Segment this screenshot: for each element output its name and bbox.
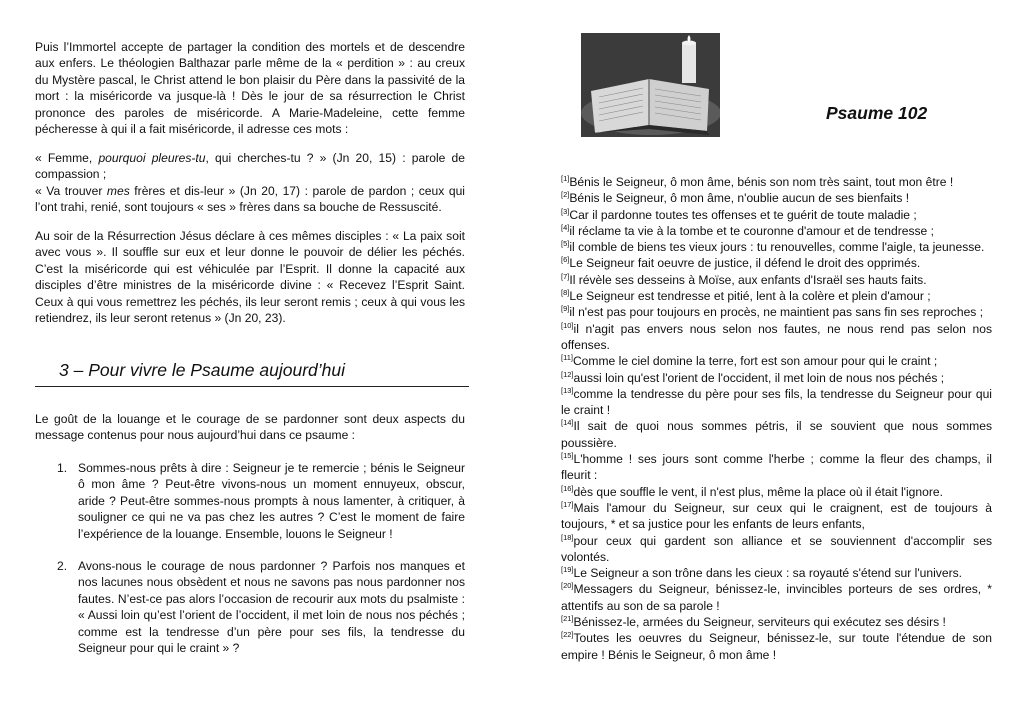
- verse-number: [9]: [561, 304, 570, 314]
- psalm-verse: [561, 418, 992, 451]
- psalm-verse: [561, 370, 992, 386]
- verse-text: Toutes les oeuvres du Seigneur, bénissez-le, sur toute l'étendue de son empire ! Bénis le Seigneur, ô mon âme !: [561, 631, 992, 662]
- verse-number: [1]: [561, 174, 570, 183]
- verse-text: il réclame ta vie à la tombe et te couronne d'amour et de tendresse ;: [569, 223, 934, 238]
- psalm-verse: [561, 321, 992, 354]
- paragraph-resurrection: Puis l’Immortel accepte de partager la condition des mortels et de descendre aux enfers. Le théologien Balthazar parle même de la « perdition » : au creux du Mystère pascal, le Christ attend le bon plaisir du Père dans la passivité de la mort : la miséricorde va jusque-là ! Dès le jour de sa résurrection le Christ prononce des paroles de miséricorde. A Marie-Madeleine, cette femme pécheresse à qui il a fait miséricorde, il adresse ces mots :: [35, 40, 465, 137]
- psalm-verse: [561, 533, 992, 566]
- verse-text: dès que souffle le vent, il n'est plus, même la place où il était l'ignore.: [573, 484, 943, 499]
- intro-paragraph: Le goût de la louange et le courage de se pardonner sont deux aspects du message contenus pour nous aujourd’hui dans ce psaume :: [35, 412, 465, 443]
- psalm-title: Psaume 102: [826, 103, 928, 123]
- verse-text: Le Seigneur a son trône dans les cieux : sa royauté s'étend sur l'univers.: [573, 566, 962, 581]
- open-bible-candle-icon: [581, 33, 720, 137]
- verse-number: [19]: [561, 565, 574, 575]
- verse-number: [13]: [561, 385, 574, 395]
- psalm-verse: [561, 288, 992, 304]
- verse-number: [3]: [561, 206, 570, 216]
- list-text: Sommes-nous prêts à dire : Seigneur je te remercie ; bénis le Seigneur ô mon âme ? Peut-être vivons-nous un moment ennuyeux, obscur, aride ? Peut-être sommes-nous prompts à nous lamenter, à critiquer, à souligner ce qui ne va pas chez les autres ? C’est le moment de faire l’expérience de la louange. Ensemble, louons le Seigneur !: [78, 461, 465, 541]
- verse-number: [12]: [561, 369, 574, 379]
- list-item: [57, 558, 465, 656]
- psalm-verse: [561, 581, 992, 614]
- verse-number: [22]: [561, 630, 574, 640]
- psalm-verse: [561, 630, 992, 663]
- verse-number: [4]: [561, 222, 570, 232]
- psalm-verse: [561, 255, 992, 271]
- psalm-verse: [561, 239, 992, 255]
- verse-text: il comble de biens tes vieux jours : tu renouvelles, comme l'aigle, ta jeunesse.: [569, 240, 985, 255]
- verse-number: [15]: [561, 451, 574, 461]
- psalm-verse: [561, 174, 992, 190]
- verse-number: [18]: [561, 532, 574, 542]
- verse-number: [17]: [561, 499, 574, 509]
- psalm-verse: [561, 353, 992, 369]
- verse-text: pour ceux qui gardent son alliance et se souviennent d'accomplir ses volontés.: [561, 533, 992, 564]
- verse-text: Bénis le Seigneur, ô mon âme, bénis son nom très saint, tout mon être !: [569, 175, 954, 189]
- section-title: 3 – Pour vivre le Psaume aujourd’hui: [59, 360, 345, 380]
- verse-number: [10]: [561, 320, 574, 330]
- verse-text: L'homme ! ses jours sont comme l'herbe ; comme la fleur des champs, il fleurit :: [561, 452, 992, 483]
- psalm-verse: [561, 500, 992, 533]
- psalm-verse: [561, 451, 992, 484]
- verse-number: [6]: [561, 255, 570, 265]
- verse-text: Le Seigneur fait oeuvre de justice, il défend le droit des opprimés.: [569, 256, 921, 271]
- verse-text: Mais l'amour du Seigneur, sur ceux qui le craignent, est de toujours à toujours, * et sa justice pour les enfants de leurs enfants,: [561, 500, 992, 532]
- verse-number: [8]: [561, 288, 570, 298]
- list-item: [57, 460, 465, 542]
- psalm-verse: [561, 223, 992, 239]
- verse-number: [2]: [561, 190, 570, 200]
- section-divider: [35, 386, 469, 387]
- psalm-verse: [561, 207, 992, 223]
- psalm-verse: [561, 614, 992, 630]
- verse-text: Comme le ciel domine la terre, fort est son amour pour qui le craint ;: [572, 354, 938, 369]
- verse-number: [20]: [561, 581, 574, 591]
- verse-text: Bénissez-le, armées du Seigneur, serviteurs qui exécutez ses désirs !: [573, 615, 946, 630]
- verse-number: [16]: [561, 483, 574, 493]
- psalm-verses: [561, 174, 992, 663]
- list-number: 1.: [57, 461, 68, 475]
- verse-text: il n'est pas pour toujours en procès, ne maintient pas sans fin ses reproches ;: [569, 305, 984, 320]
- psalm-verse: [561, 565, 992, 581]
- verse-text: Messagers du Seigneur, bénissez-le, invincibles porteurs de ses ordres, * attentifs au son de sa parole !: [561, 582, 992, 613]
- psalm-verse: [561, 190, 992, 206]
- verse-number: [21]: [561, 614, 574, 624]
- verse-number: [11]: [561, 353, 573, 363]
- verse-text: Il révèle ses desseins à Moïse, aux enfants d'Israël ses hauts faits.: [569, 272, 927, 287]
- verse-text: il n'agit pas envers nous selon nos fautes, ne nous rend pas selon nos offenses.: [561, 321, 992, 352]
- psalm-verse: [561, 484, 992, 500]
- verse-text: Bénis le Seigneur, ô mon âme, n'oublie aucun de ses bienfaits !: [569, 191, 910, 206]
- list-number: 2.: [57, 559, 68, 573]
- verse-text: Le Seigneur est tendresse et pitié, lent à la colère et plein d'amour ;: [569, 289, 931, 304]
- paragraph-evening: Au soir de la Résurrection Jésus déclare à ces mêmes disciples : « La paix soit avec vous ». Il souffle sur eux et leur donne le pouvoir de délier les péchés. C’est la miséricorde qui est véhiculée par l’Esprit. Il donne la capacité aux disciples d’être ministres de la miséricorde divine : « Recevez l’Esprit Saint. Ceux à qui vous remettrez les péchés, ils leur seront remis ; ceux à qui vous les retiendrez, ils leur seront retenus » (Jn 20, 23).: [35, 229, 465, 326]
- verse-text: comme la tendresse du père pour ses fils, la tendresse du Seigneur pour qui le craint !: [561, 386, 992, 418]
- paragraph-gospel-quotes: « Femme, pourquoi pleures-tu, qui cherches-tu ? » (Jn 20, 15) : parole de compassion ; « Va trouver mes frères et dis-leur » (Jn 20, 17) : parole de pardon ; ceux qui l’ont trahi, renié, sont toujours « ses » frères dans sa bouche de Ressuscité.: [35, 151, 466, 215]
- verse-number: [5]: [561, 239, 570, 249]
- bible-image: [581, 33, 720, 137]
- psalm-verse: [561, 304, 992, 320]
- verse-text: Il sait de quoi nous sommes pétris, il se souvient que nous sommes poussière.: [561, 419, 992, 450]
- verse-number: [14]: [561, 418, 574, 428]
- psalm-verse: [561, 386, 992, 419]
- verse-text: Car il pardonne toutes tes offenses et te guérit de toute maladie ;: [569, 207, 917, 222]
- verse-text: aussi loin qu'est l'orient de l'occident, il met loin de nous nos péchés ;: [573, 370, 945, 385]
- list-text: Avons-nous le courage de nous pardonner ? Parfois nos manques et nos lacunes nous obsèdent et nous ne savons pas nous pardonner nos fautes. N’est-ce pas alors l’occasion de recourir aux mots du psalmiste : « Aussi loin qu’est l’orient de l’occident, il met loin de nous nos péchés ; comme est la tendresse d’un père pour ses fils, la tendresse du Seigneur pour qui le craint » ?: [78, 559, 465, 656]
- psalm-verse: [561, 272, 992, 288]
- verse-number: [7]: [561, 271, 570, 281]
